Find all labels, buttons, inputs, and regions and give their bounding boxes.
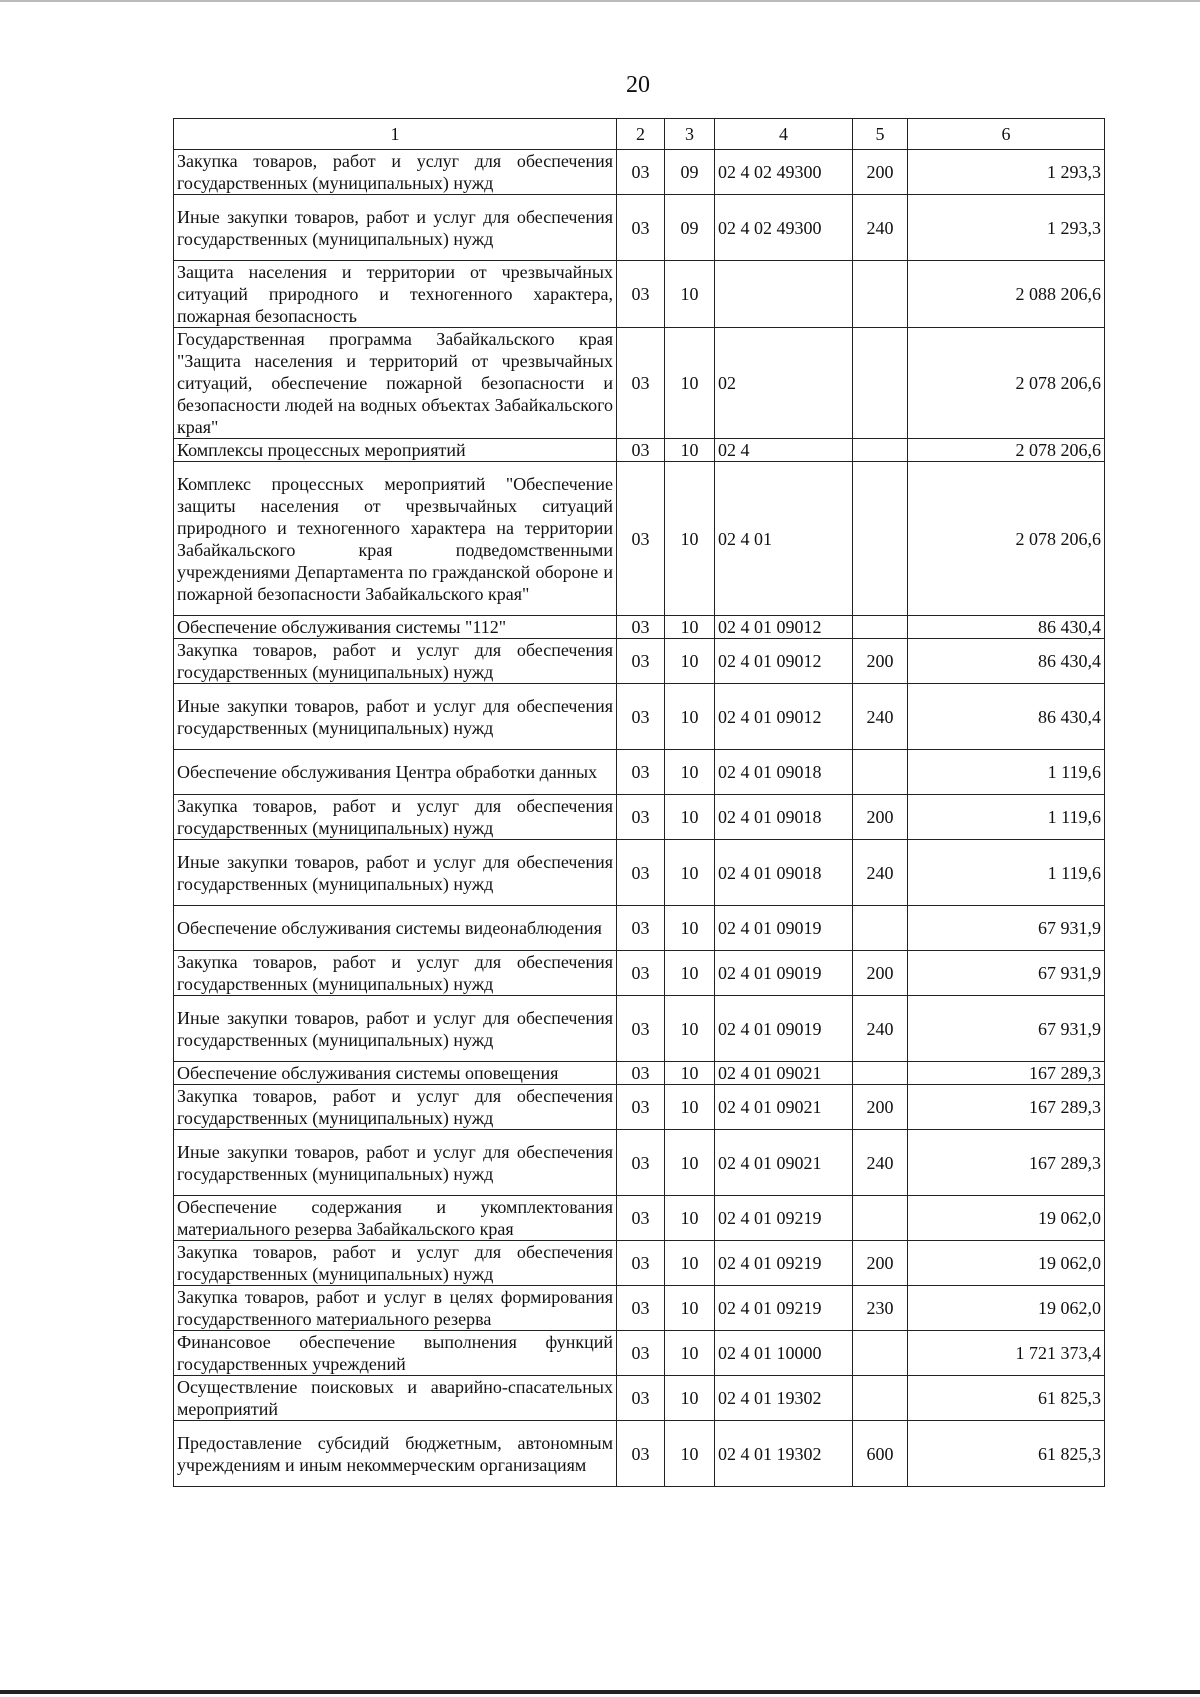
row-name: Обеспечение содержания и укомплектования материального резерва Забайкальского края	[174, 1196, 617, 1241]
row-amount: 167 289,3	[908, 1130, 1105, 1196]
row-subsection: 10	[665, 328, 715, 439]
row-amount: 86 430,4	[908, 616, 1105, 639]
row-target-article: 02 4 01 09012	[715, 616, 853, 639]
row-expense-type	[853, 439, 908, 462]
row-expense-type	[853, 261, 908, 328]
row-subsection: 10	[665, 1085, 715, 1130]
row-target-article: 02 4 01 09012	[715, 639, 853, 684]
table-header-row	[174, 119, 1105, 150]
row-section: 03	[617, 195, 665, 261]
row-amount: 2 078 206,6	[908, 439, 1105, 462]
row-amount: 167 289,3	[908, 1085, 1105, 1130]
row-name: Иные закупки товаров, работ и услуг для обеспечения государственных (муниципальных) нужд	[174, 1130, 617, 1196]
table-row	[174, 1376, 1105, 1421]
row-amount: 1 293,3	[908, 195, 1105, 261]
table-row	[174, 951, 1105, 996]
row-name: Иные закупки товаров, работ и услуг для обеспечения государственных (муниципальных) нужд	[174, 195, 617, 261]
row-name: Предоставление субсидий бюджетным, автономным учреждениям и иным некоммерческим организациям	[174, 1421, 617, 1487]
row-expense-type	[853, 1062, 908, 1085]
row-amount: 1 293,3	[908, 150, 1105, 195]
row-expense-type: 240	[853, 195, 908, 261]
row-expense-type: 240	[853, 840, 908, 906]
row-amount: 19 062,0	[908, 1286, 1105, 1331]
row-target-article: 02 4 01 09018	[715, 750, 853, 795]
row-subsection: 10	[665, 906, 715, 951]
row-target-article: 02 4 01 09219	[715, 1286, 853, 1331]
row-subsection: 10	[665, 1241, 715, 1286]
row-name: Обеспечение обслуживания системы "112"	[174, 616, 617, 639]
row-name: Обеспечение обслуживания Центра обработки данных	[174, 750, 617, 795]
row-name: Обеспечение обслуживания системы видеонаблюдения	[174, 906, 617, 951]
budget-table	[173, 118, 1105, 1487]
row-amount: 2 078 206,6	[908, 462, 1105, 616]
table-row	[174, 195, 1105, 261]
table-row	[174, 462, 1105, 616]
table-row	[174, 906, 1105, 951]
table-row	[174, 1286, 1105, 1331]
row-expense-type: 230	[853, 1286, 908, 1331]
row-subsection: 09	[665, 150, 715, 195]
row-target-article: 02 4 01 09019	[715, 906, 853, 951]
row-subsection: 09	[665, 195, 715, 261]
row-expense-type	[853, 1196, 908, 1241]
row-expense-type	[853, 906, 908, 951]
row-amount: 86 430,4	[908, 684, 1105, 750]
row-name: Комплекс процессных мероприятий "Обеспечение защиты населения от чрезвычайных ситуаций природного и техногенного характера на территории Забайкальского края подведомственными учреждениями Департамента по гражданской обороне и пожарной безопасности Забайкальского края"	[174, 462, 617, 616]
row-expense-type: 200	[853, 795, 908, 840]
column-header: 6	[908, 119, 1105, 150]
row-subsection: 10	[665, 1421, 715, 1487]
row-section: 03	[617, 1286, 665, 1331]
row-section: 03	[617, 1062, 665, 1085]
table-row	[174, 1085, 1105, 1130]
row-expense-type: 240	[853, 996, 908, 1062]
row-subsection: 10	[665, 1130, 715, 1196]
row-expense-type	[853, 750, 908, 795]
table-row	[174, 684, 1105, 750]
row-section: 03	[617, 1241, 665, 1286]
row-name: Иные закупки товаров, работ и услуг для обеспечения государственных (муниципальных) нужд	[174, 840, 617, 906]
column-header: 3	[665, 119, 715, 150]
row-target-article: 02 4 01 09219	[715, 1196, 853, 1241]
row-amount: 1 119,6	[908, 840, 1105, 906]
row-name: Государственная программа Забайкальского края "Защита населения и территорий от чрезвычайных ситуаций, обеспечение пожарной безопасности и безопасности людей на водных объектах Забайкальского края"	[174, 328, 617, 439]
row-amount: 61 825,3	[908, 1376, 1105, 1421]
row-amount: 86 430,4	[908, 639, 1105, 684]
row-name: Закупка товаров, работ и услуг для обеспечения государственных (муниципальных) нужд	[174, 1085, 617, 1130]
row-name: Иные закупки товаров, работ и услуг для обеспечения государственных (муниципальных) нужд	[174, 684, 617, 750]
column-header: 5	[853, 119, 908, 150]
row-subsection: 10	[665, 462, 715, 616]
row-amount: 1 119,6	[908, 795, 1105, 840]
row-target-article: 02 4 01 09019	[715, 996, 853, 1062]
row-section: 03	[617, 1085, 665, 1130]
row-section: 03	[617, 462, 665, 616]
row-subsection: 10	[665, 1376, 715, 1421]
row-subsection: 10	[665, 261, 715, 328]
table-row	[174, 639, 1105, 684]
row-amount: 1 119,6	[908, 750, 1105, 795]
row-name: Закупка товаров, работ и услуг в целях формирования государственного материального резерва	[174, 1286, 617, 1331]
row-section: 03	[617, 1376, 665, 1421]
row-expense-type	[853, 1331, 908, 1376]
row-expense-type: 240	[853, 1130, 908, 1196]
row-section: 03	[617, 1421, 665, 1487]
row-target-article: 02 4 01 19302	[715, 1421, 853, 1487]
row-name: Осуществление поисковых и аварийно-спасательных мероприятий	[174, 1376, 617, 1421]
row-target-article: 02 4 02 49300	[715, 150, 853, 195]
row-amount: 167 289,3	[908, 1062, 1105, 1085]
row-amount: 67 931,9	[908, 996, 1105, 1062]
row-amount: 2 078 206,6	[908, 328, 1105, 439]
row-amount: 19 062,0	[908, 1196, 1105, 1241]
row-section: 03	[617, 906, 665, 951]
row-target-article: 02 4 01 09018	[715, 795, 853, 840]
row-amount: 2 088 206,6	[908, 261, 1105, 328]
row-subsection: 10	[665, 996, 715, 1062]
table-row	[174, 1062, 1105, 1085]
row-subsection: 10	[665, 639, 715, 684]
row-name: Закупка товаров, работ и услуг для обеспечения государственных (муниципальных) нужд	[174, 795, 617, 840]
row-amount: 67 931,9	[908, 951, 1105, 996]
table-row	[174, 996, 1105, 1062]
column-header: 4	[715, 119, 853, 150]
row-subsection: 10	[665, 684, 715, 750]
row-section: 03	[617, 795, 665, 840]
table-row	[174, 750, 1105, 795]
row-subsection: 10	[665, 1331, 715, 1376]
row-section: 03	[617, 1331, 665, 1376]
row-section: 03	[617, 150, 665, 195]
row-target-article: 02 4 01	[715, 462, 853, 616]
row-subsection: 10	[665, 1062, 715, 1085]
row-target-article: 02 4 01 09021	[715, 1130, 853, 1196]
table-row	[174, 150, 1105, 195]
row-subsection: 10	[665, 750, 715, 795]
row-name: Закупка товаров, работ и услуг для обеспечения государственных (муниципальных) нужд	[174, 1241, 617, 1286]
row-amount: 19 062,0	[908, 1241, 1105, 1286]
row-name: Иные закупки товаров, работ и услуг для обеспечения государственных (муниципальных) нужд	[174, 996, 617, 1062]
row-section: 03	[617, 750, 665, 795]
row-target-article: 02 4 01 09012	[715, 684, 853, 750]
table-row	[174, 1196, 1105, 1241]
row-expense-type	[853, 462, 908, 616]
scan-top-edge	[0, 0, 1200, 2]
row-name: Закупка товаров, работ и услуг для обеспечения государственных (муниципальных) нужд	[174, 639, 617, 684]
column-header: 1	[174, 119, 617, 150]
row-section: 03	[617, 684, 665, 750]
row-expense-type: 200	[853, 150, 908, 195]
table-row	[174, 1241, 1105, 1286]
row-name: Финансовое обеспечение выполнения функций государственных учреждений	[174, 1331, 617, 1376]
row-amount: 61 825,3	[908, 1421, 1105, 1487]
row-name: Комплексы процессных мероприятий	[174, 439, 617, 462]
row-section: 03	[617, 261, 665, 328]
row-subsection: 10	[665, 1286, 715, 1331]
row-target-article: 02 4	[715, 439, 853, 462]
row-expense-type: 200	[853, 951, 908, 996]
row-section: 03	[617, 328, 665, 439]
table-row	[174, 1130, 1105, 1196]
row-subsection: 10	[665, 795, 715, 840]
row-subsection: 10	[665, 951, 715, 996]
table-row	[174, 1421, 1105, 1487]
row-name: Закупка товаров, работ и услуг для обеспечения государственных (муниципальных) нужд	[174, 150, 617, 195]
row-section: 03	[617, 439, 665, 462]
table-row	[174, 840, 1105, 906]
table-row	[174, 1331, 1105, 1376]
row-section: 03	[617, 840, 665, 906]
row-section: 03	[617, 951, 665, 996]
table-row	[174, 261, 1105, 328]
row-amount: 67 931,9	[908, 906, 1105, 951]
row-target-article: 02 4 01 09219	[715, 1241, 853, 1286]
row-name: Защита населения и территории от чрезвычайных ситуаций природного и техногенного характера, пожарная безопасность	[174, 261, 617, 328]
row-expense-type: 240	[853, 684, 908, 750]
row-expense-type: 200	[853, 639, 908, 684]
row-target-article: 02 4 01 09021	[715, 1062, 853, 1085]
row-target-article: 02 4 02 49300	[715, 195, 853, 261]
row-subsection: 10	[665, 1196, 715, 1241]
row-section: 03	[617, 996, 665, 1062]
row-target-article: 02	[715, 328, 853, 439]
row-expense-type	[853, 328, 908, 439]
row-expense-type: 600	[853, 1421, 908, 1487]
row-section: 03	[617, 1196, 665, 1241]
row-section: 03	[617, 639, 665, 684]
row-target-article: 02 4 01 09018	[715, 840, 853, 906]
row-target-article	[715, 261, 853, 328]
row-name: Закупка товаров, работ и услуг для обеспечения государственных (муниципальных) нужд	[174, 951, 617, 996]
table-row	[174, 328, 1105, 439]
table-row	[174, 795, 1105, 840]
row-target-article: 02 4 01 19302	[715, 1376, 853, 1421]
row-expense-type	[853, 1376, 908, 1421]
page-number: 20	[626, 72, 650, 98]
row-expense-type	[853, 616, 908, 639]
row-amount: 1 721 373,4	[908, 1331, 1105, 1376]
table-row	[174, 616, 1105, 639]
row-target-article: 02 4 01 09021	[715, 1085, 853, 1130]
row-expense-type: 200	[853, 1085, 908, 1130]
row-subsection: 10	[665, 840, 715, 906]
table-row	[174, 439, 1105, 462]
row-name: Обеспечение обслуживания системы оповещения	[174, 1062, 617, 1085]
row-subsection: 10	[665, 616, 715, 639]
row-expense-type: 200	[853, 1241, 908, 1286]
row-section: 03	[617, 616, 665, 639]
column-header: 2	[617, 119, 665, 150]
row-subsection: 10	[665, 439, 715, 462]
row-section: 03	[617, 1130, 665, 1196]
row-target-article: 02 4 01 09019	[715, 951, 853, 996]
row-target-article: 02 4 01 10000	[715, 1331, 853, 1376]
scan-bottom-edge	[0, 1690, 1200, 1694]
